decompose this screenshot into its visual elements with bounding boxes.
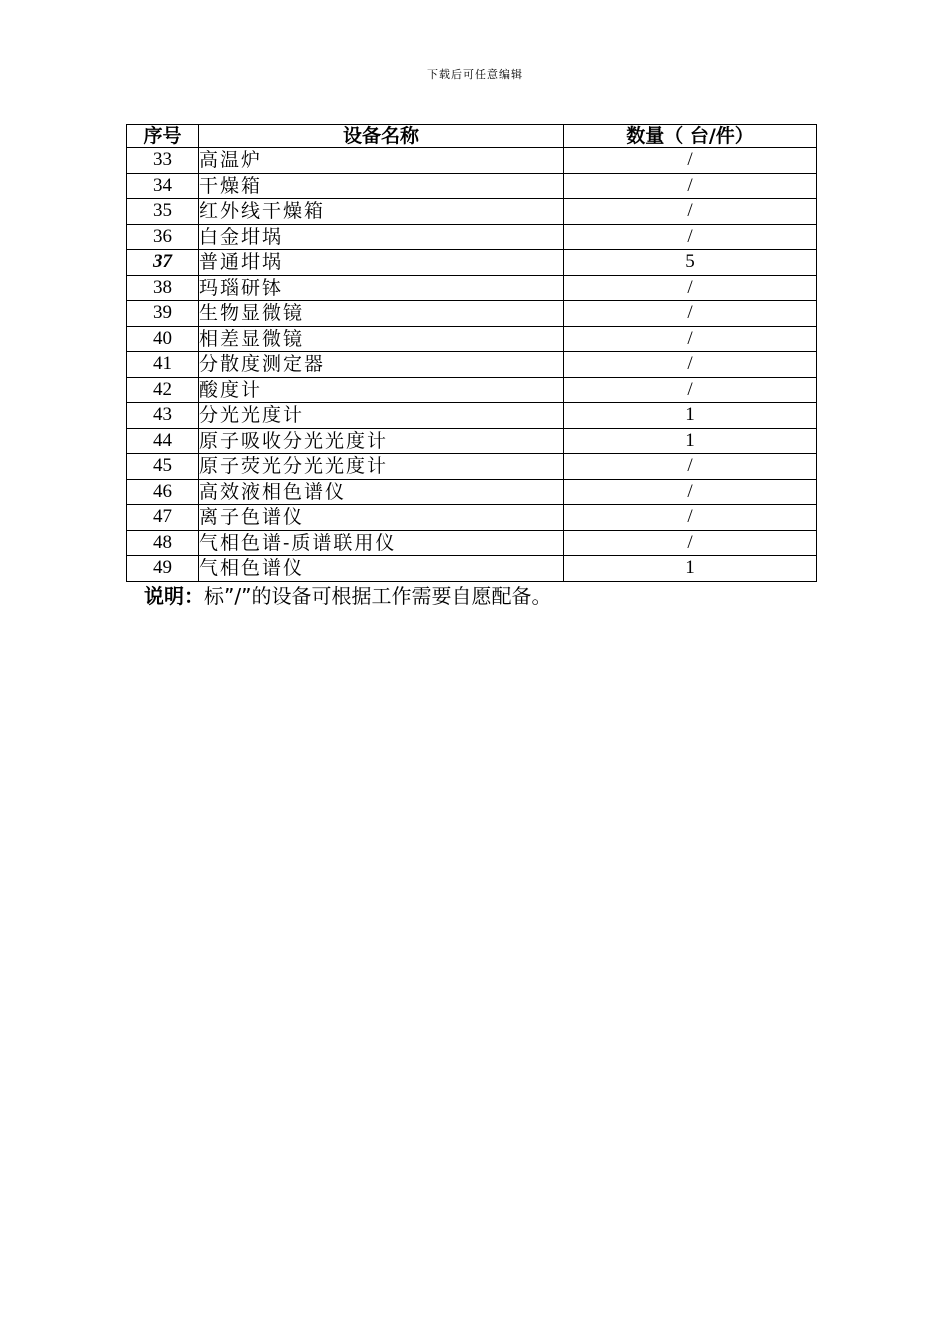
equipment-name: 离子色谱仪 — [199, 505, 564, 531]
table-row — [127, 428, 817, 454]
table-row — [127, 148, 817, 174]
table-row — [127, 377, 817, 403]
row-number: 49 — [127, 556, 199, 582]
row-number: 33 — [127, 148, 199, 174]
table-row — [127, 403, 817, 429]
table-row — [127, 556, 817, 582]
equipment-name: 普通坩埚 — [199, 250, 564, 276]
row-number: 36 — [127, 224, 199, 250]
equipment-name: 分散度测定器 — [199, 352, 564, 378]
row-number: 41 — [127, 352, 199, 378]
row-number: 40 — [127, 326, 199, 352]
equipment-quantity: 1 — [564, 403, 817, 429]
footnote-label: 说明： — [144, 584, 204, 608]
equipment-quantity: 5 — [564, 250, 817, 276]
equipment-quantity: / — [564, 199, 817, 225]
equipment-quantity: / — [564, 530, 817, 556]
table-row — [127, 173, 817, 199]
row-number: 47 — [127, 505, 199, 531]
table-row — [127, 250, 817, 276]
equipment-name: 高效液相色谱仪 — [199, 479, 564, 505]
footnote-text: 标”/”的设备可根据工作需要自愿配备。 — [204, 584, 552, 608]
row-number: 34 — [127, 173, 199, 199]
equipment-quantity: / — [564, 148, 817, 174]
column-header-equipment-name: 设备名称 — [199, 125, 564, 148]
table-row — [127, 479, 817, 505]
equipment-name: 分光光度计 — [199, 403, 564, 429]
table-row — [127, 326, 817, 352]
row-number: 43 — [127, 403, 199, 429]
equipment-quantity: / — [564, 224, 817, 250]
equipment-quantity: / — [564, 505, 817, 531]
table-header-row — [127, 125, 817, 148]
row-number: 44 — [127, 428, 199, 454]
equipment-quantity: / — [564, 326, 817, 352]
equipment-name: 干燥箱 — [199, 173, 564, 199]
equipment-name: 红外线干燥箱 — [199, 199, 564, 225]
column-header-number: 序号 — [127, 125, 199, 148]
table-row — [127, 530, 817, 556]
row-number: 45 — [127, 454, 199, 480]
equipment-quantity: / — [564, 479, 817, 505]
table-row — [127, 199, 817, 225]
page-header: 下载后可任意编辑 — [427, 68, 523, 81]
equipment-quantity: / — [564, 454, 817, 480]
row-number: 48 — [127, 530, 199, 556]
equipment-name: 白金坩埚 — [199, 224, 564, 250]
equipment-name: 原子荧光分光光度计 — [199, 454, 564, 480]
table-row — [127, 275, 817, 301]
equipment-quantity: 1 — [564, 556, 817, 582]
equipment-name: 气相色谱仪 — [199, 556, 564, 582]
table-row — [127, 352, 817, 378]
row-number: 38 — [127, 275, 199, 301]
equipment-quantity: / — [564, 173, 817, 199]
equipment-name: 酸度计 — [199, 377, 564, 403]
column-header-quantity: 数量（ 台/件） — [564, 125, 817, 148]
equipment-name: 相差显微镜 — [199, 326, 564, 352]
row-number: 46 — [127, 479, 199, 505]
row-number: 42 — [127, 377, 199, 403]
row-number: 37 — [127, 250, 199, 276]
equipment-name: 原子吸收分光光度计 — [199, 428, 564, 454]
row-number: 39 — [127, 301, 199, 327]
equipment-name: 高温炉 — [199, 148, 564, 174]
equipment-table — [126, 124, 817, 582]
equipment-quantity: / — [564, 352, 817, 378]
table-row — [127, 505, 817, 531]
footnote — [144, 580, 551, 609]
equipment-name: 玛瑙研钵 — [199, 275, 564, 301]
table-row — [127, 224, 817, 250]
row-number: 35 — [127, 199, 199, 225]
table-row — [127, 301, 817, 327]
equipment-quantity: / — [564, 377, 817, 403]
table-row — [127, 454, 817, 480]
equipment-quantity: 1 — [564, 428, 817, 454]
equipment-name: 生物显微镜 — [199, 301, 564, 327]
table-body — [127, 148, 817, 582]
equipment-name: 气相色谱-质谱联用仪 — [199, 530, 564, 556]
equipment-quantity: / — [564, 301, 817, 327]
equipment-quantity: / — [564, 275, 817, 301]
